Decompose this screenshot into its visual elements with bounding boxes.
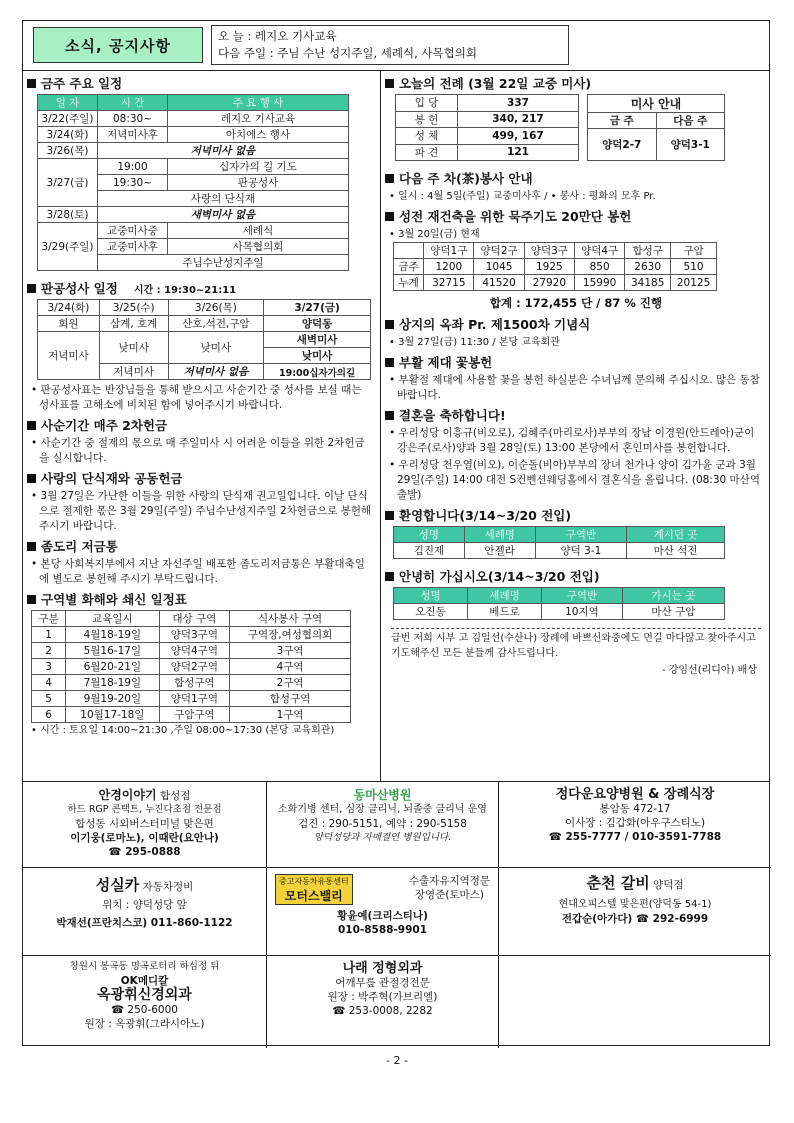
fasting-title: 사랑의 단식재와 공동헌금 [27,469,380,487]
savings-text: • 본당 사회복지부에서 지난 자선주일 배포한 좀도리저금통은 부활대축일에 별도로 봉헌해 주시기 부탁드립니다. [31,558,365,585]
table-row: 회원 삼계, 호계 산호,석전,구암 양덕동 [38,316,371,332]
ad-ortho: 나래 정형외과 어깨무릎 관절경전문 원장 : 박주혁(가브리엘) ☎ 253-0008, 2282 [267,956,499,1048]
lent-text: • 사순기간 중 절제의 몫으로 매 주일미사 시 어려운 이들을 위한 2차헌금을 실시합니다. [31,437,365,464]
table-row: 3/24(화) 저녁미사후 아치에스 행사 [38,127,349,143]
table-row: 2 5월16-17일 양덕4구역 3구역 [32,643,351,659]
today-mass-title: 오늘의 전례 (3월 22일 교중 미사) [385,74,771,92]
weekly-table [37,94,349,271]
table-row: 입 당 337 [396,95,579,112]
header-info [211,25,569,65]
table-row: 3 6월20-21일 양덕2구역 4구역 [32,659,351,675]
right-column [381,71,771,781]
farewell-sign: - 강임선(리디아) 배상 [661,665,757,676]
ad-care-hospital: 정다운요양병원 & 장례식장 봉암동 472-17 이사장 : 김갑화(아우구스티노) ☎ 255-7777 / 010-3591-7788 [499,782,771,868]
header [23,21,769,71]
ad-neuro: 창원시 봉곡동 명곡로터리 하심정 뒤 OK메디칼 옥광휘신경외과 ☎ 250-6000 원장 : 옥광휘(그라시아노) [23,956,267,1048]
tea-title: 다음 주 차(茶)봉사 안내 [385,169,771,187]
schedule-note: • 시간 : 토요일 14:00~21:30 ,주일 08:00~17:30 (본당 교육회관) [31,725,335,736]
ad-galbi: 춘천 갈비 양덕점 현대오피스텔 맞은편(양덕동 54-1) 전갑순(아가다) ☎ 292-6999 [499,868,771,956]
table-row: 3/24(화) 3/25(수) 3/26(목) 3/27(금) [38,300,371,316]
table-row: 미사 안내 [588,95,725,113]
square-bullet-icon [385,320,394,329]
wedding-title: 결혼을 축하합니다! [385,406,771,424]
square-bullet-icon [27,542,36,551]
divider [391,628,761,629]
square-bullet-icon [385,411,394,420]
anniv-title: 상지의 옥좌 Pr. 제1500차 기념식 [385,315,771,333]
tea-text: • 일시 : 4월 5일(주일) 교중미사후 / • 봉사 : 평화의 모후 Pr. [389,191,656,202]
ad-hospital: 동마산병원 소화기병 센터, 심장 클리닉, 뇌졸중 클리닉 운영 검진 : 290-5151, 예약 : 290-5158 양덕성당과 자매결연 병원입니다. [267,782,499,868]
table-row: 누계 32715 41520 27920 15990 34185 20125 [394,275,717,291]
table-row: 3/22(주일) 08:30~ 레지오 기사교육 [38,111,349,127]
weekly-title: 금주 주요 일정 [27,74,380,92]
table-row: 파 견 121 [396,144,579,161]
next-line: 다음 주일 : 주님 수난 성지주일, 세례식, 사목협의회 [218,46,477,60]
table-row: 교중미사후 사목협의회 [38,239,349,255]
ad-car-repair: 성실카 자동차정비 위치 : 양덕성당 앞 박재선(프란치스코) 011-860-1122 [23,868,267,956]
rebuild-title: 성전 재건축을 위한 묵주기도 20만단 봉헌 [385,207,771,225]
table-row: 3/27(금) 19:00 십자가의 길 기도 [38,159,349,175]
ad-glasses-name: 안경이야기 [98,788,157,802]
ad-glasses: 안경이야기 합성점 하드 RGP 콘택트, 누진다초점 전문점 합성동 시외버스터미널 맞은편 이기웅(로마노), 이때란(요안나) ☎ 295-0888 [23,782,267,868]
page-number: - 2 - [386,1054,408,1067]
square-bullet-icon [385,358,394,367]
farewell-note: 급번 저희 시부 고 김일선(수산나) 장례에 바쁘신와중에도 먼길 마다않고 찾아주시고 기도해주신 모든 분들께 감사드립니다. [391,633,756,659]
table-row: 저녁미사 낮미사 낮미사 새벽미사 [38,332,371,348]
savings-title: 좀도리 저금통 [27,537,380,555]
table-row: 성 체 499, 167 [396,128,579,145]
wedding-text: • 우리성당 이흥규(비오로), 김혜주(마리로사)부부의 장남 이경원(안드레아)군이 강은주(로사)양과 3월 28일(토) 13:00 본당에서 혼인미사를 봉헌합니다. • 우리성당 천우열(비오), 이순돌(비아)부부의 장녀 천가나 양이 김가윤 군과 3월 29일(주일) 14:00 대전 S컨벤션웨딩홀에서 결혼식을 올립니다. (08:30 마산역 출발) [389,427,760,501]
square-bullet-icon [385,572,394,581]
square-bullet-icon [385,174,394,183]
table-header: 일 자 시 간 주 요 행 사 [38,95,349,111]
welcome-table [393,526,725,559]
table-row: 19:30~ 판공성사 [38,175,349,191]
table-row: 오진동 베드로 10지역 마산 구암 [394,604,725,620]
square-bullet-icon [385,511,394,520]
table-row: 3/26(목) 저녁미사 없음 [38,143,349,159]
lent-title: 사순기간 매주 2차헌금 [27,416,380,434]
square-bullet-icon [385,79,394,88]
welcome-title: 환영합니다(3/14~3/20 전입) [385,506,771,524]
table-row: 5 9월19-20일 양덕1구역 합성구역 [32,691,351,707]
header-title: 소식, 공지사항 [33,27,203,63]
mass-stats-table [395,94,579,161]
table-header: 양덕1구 양덕2구 양덕3구 양덕4구 합성구 구암 [394,243,717,259]
table-row: 저녁미사 저녁미사 없음 19:00십자가의길 [38,364,371,380]
table-row: 봉 헌 340, 217 [396,111,579,128]
table-row: 낮미사 [38,348,371,364]
table-row: 금주 1200 1045 1925 850 2630 510 [394,259,717,275]
rebuild-table [393,242,717,291]
farewell-title: 안녕히 가십시오(3/14~3/20 전입) [385,567,771,585]
rebuild-date: • 3월 20일(금) 현재 [389,229,480,240]
anniv-text: • 3월 27일(금) 11:30 / 본당 교육회관 [389,337,560,348]
page [22,20,770,1046]
table-row: 4 7월18-19일 합성구역 2구역 [32,675,351,691]
square-bullet-icon [27,421,36,430]
confession-table [37,299,371,380]
easter-title: 부활 제대 꽃봉헌 [385,353,771,371]
table-row: 3/28(토) 새벽미사 없음 [38,207,349,223]
table-row: 6 10월17-18일 구암구역 1구역 [32,707,351,723]
today-line: 오 늘 : 레지오 기사교육 [218,29,337,43]
schedule-title: 구역별 화해와 쇄신 일정표 [27,590,380,608]
table-header: 성명 세례명 구역반 가시는 곳 [394,588,725,604]
fasting-text: • 3월 27일은 가난한 이들을 위한 사랑의 단식재 권고일입니다. 이날 단식으로 절제한 몫은 3월 29일(주일) 주님수난성지주일 2차헌금으로 봉헌해 주시기 바랍니다. [31,490,372,532]
table-row: 김진제 안젤라 양덕 3-1 마산 석전 [394,543,725,559]
square-bullet-icon [27,474,36,483]
farewell-table [393,587,725,620]
mass-guide-table [587,94,725,161]
table-row: 주님수난성지주일 [38,255,349,271]
square-bullet-icon [27,79,36,88]
today-mass-block [395,94,771,161]
ad-motors: 중고자동차유통센터 모터스밸리 수출자유지역정문 장영준(토마스) 황윤예(크리스티나) 010-8588-9901 [267,868,499,956]
table-row: 양덕2-7 양덕3-1 [588,129,725,161]
square-bullet-icon [27,284,36,293]
square-bullet-icon [385,212,394,221]
table-row: 사랑의 단식재 [38,191,349,207]
table-header: 성명 세례명 구역반 계시던 곳 [394,527,725,543]
left-column [23,71,381,781]
confession-note: • 판공성사표는 반장님들을 통해 받으시고 사순기간 중 성사를 보실 때는 성사표를 고해소에 비치된 함에 넣어주시기 바랍니다. [31,384,362,411]
rebuild-total: 합계 : 172,455 단 / 87 % 진행 [489,296,663,310]
table-row: 3/29(주일) 교중미사중 세례식 [38,223,349,239]
table-row: 금 주 다음 주 [588,113,725,129]
table-row: 1 4월18-19일 양덕3구역 구역장,여성협의회 [32,627,351,643]
easter-text: • 부활절 제대에 사용할 꽃을 봉헌 하실분은 수녀님께 문의해 주십시오. 많은 동참 바랍니다. [389,374,760,401]
confession-title: 판공성사 일정 시간 : 19:30~21:11 [27,279,380,297]
ads-section [23,781,769,1047]
square-bullet-icon [27,595,36,604]
schedule-table [31,610,351,723]
table-header: 구분 교육일시 대상 구역 식사봉사 구역 [32,611,351,627]
